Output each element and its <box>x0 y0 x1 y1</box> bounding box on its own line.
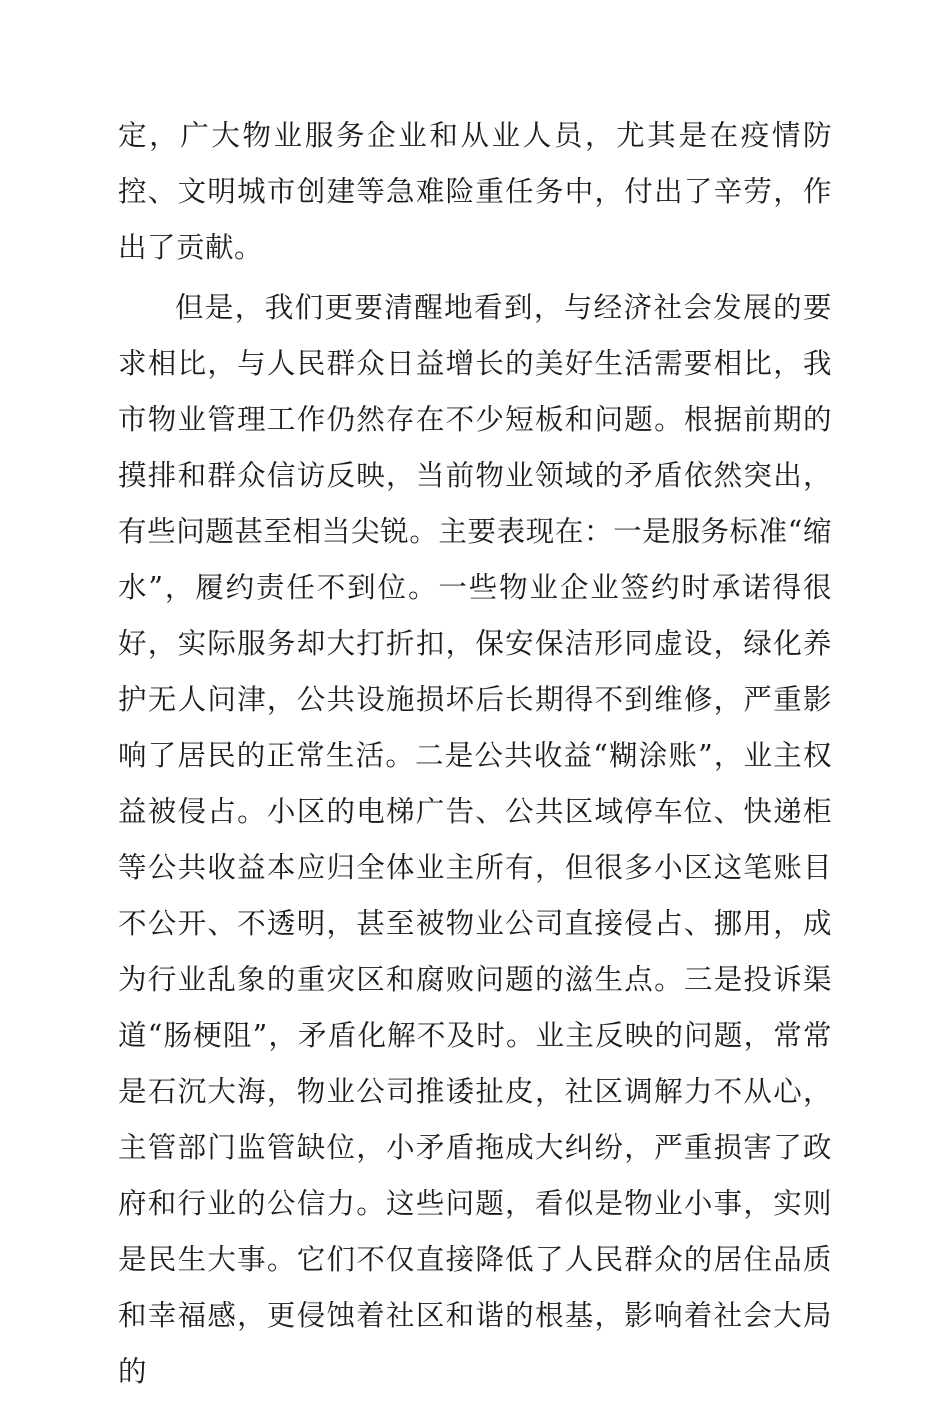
paragraph-1: 定，广大物业服务企业和从业人员，尤其是在疫情防控、文明城市创建等急难险重任务中，付出了辛劳，作出了贡献。 <box>118 119 832 264</box>
document-body <box>118 108 832 1404</box>
paragraph-2: 但是，我们更要清醒地看到，与经济社会发展的要求相比，与人民群众日益增长的美好生活需要相比，我市物业管理工作仍然存在不少短板和问题。根据前期的摸排和群众信访反映，当前物业领域的矛盾依然突出，有些问题甚至相当尖锐。主要表现在：一是服务标准“缩水”，履约责任不到位。一些物业企业签约时承诺得很好，实际服务却大打折扣，保安保洁形同虚设，绿化养护无人问津，公共设施损坏后长期得不到维修，严重影响了居民的正常生活。二是公共收益“糊涂账”，业主权益被侵占。小区的电梯广告、公共区域停车位、快递柜等公共收益本应归全体业主所有，但很多小区这笔账目不公开、不透明，甚至被物业公司直接侵占、挪用，成为行业乱象的重灾区和腐败问题的滋生点。三是投诉渠道“肠梗阻”，矛盾化解不及时。业主反映的问题，常常是石沉大海，物业公司推诿扯皮，社区调解力不从心，主管部门监管缺位，小矛盾拖成大纠纷，严重损害了政府和行业的公信力。这些问题，看似是物业小事，实则是民生大事。它们不仅直接降低了人民群众的居住品质和幸福感，更侵蚀着社区和谐的根基，影响着社会大局的 <box>118 291 832 1388</box>
